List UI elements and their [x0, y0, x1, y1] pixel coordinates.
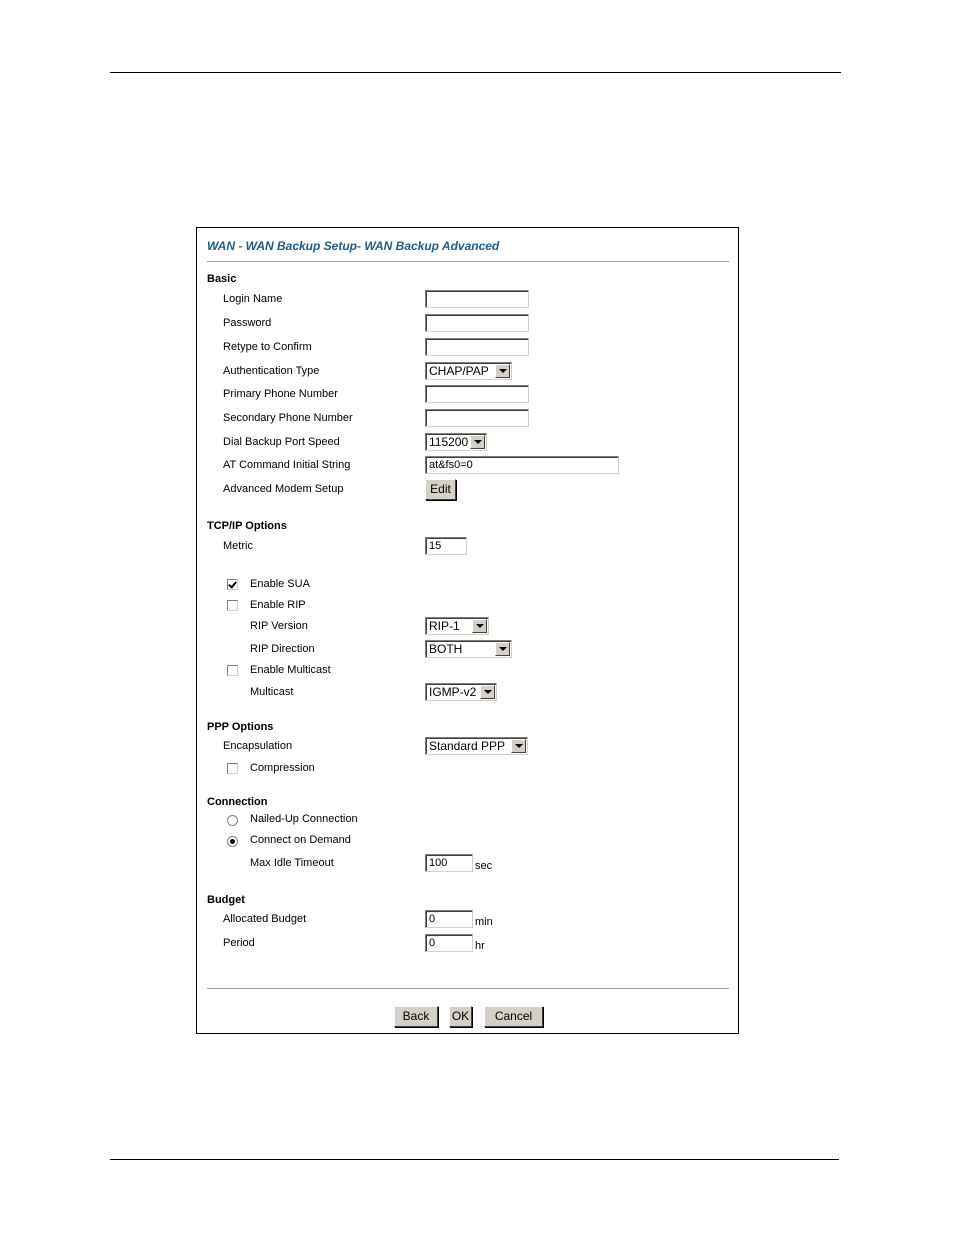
primary-phone-label: Primary Phone Number: [223, 388, 338, 400]
chevron-down-icon: [495, 642, 510, 656]
chevron-down-icon: [472, 619, 487, 633]
nailed-up-radio[interactable]: [227, 815, 238, 826]
port-speed-select[interactable]: [425, 433, 487, 451]
metric-label: Metric: [223, 540, 253, 552]
allocated-budget-input[interactable]: 0: [425, 910, 473, 928]
enable-sua-label: Enable SUA: [250, 578, 310, 590]
chevron-down-icon: [495, 364, 510, 378]
nailed-up-label: Nailed-Up Connection: [250, 813, 358, 825]
enable-rip-checkbox[interactable]: [227, 600, 238, 611]
cancel-button[interactable]: Cancel: [484, 1006, 543, 1027]
rip-version-value: RIP-1: [429, 619, 460, 633]
footer-divider: [207, 988, 729, 989]
auth-type-select[interactable]: [425, 362, 512, 380]
max-idle-label: Max Idle Timeout: [250, 857, 334, 869]
secondary-phone-label: Secondary Phone Number: [223, 412, 353, 424]
enable-rip-label: Enable RIP: [250, 599, 306, 611]
chevron-down-icon: [470, 435, 485, 449]
page-bottom-rule: [110, 1159, 839, 1160]
section-ppp-heading: PPP Options: [207, 721, 274, 733]
edit-modem-button[interactable]: Edit: [425, 479, 456, 500]
retype-password-input[interactable]: [425, 338, 529, 356]
encapsulation-select[interactable]: [425, 737, 528, 755]
period-unit: hr: [475, 940, 485, 952]
max-idle-unit: sec: [475, 860, 493, 872]
enable-multicast-label: Enable Multicast: [250, 664, 331, 676]
chevron-down-icon: [511, 739, 526, 753]
secondary-phone-input[interactable]: [425, 409, 529, 427]
at-command-input[interactable]: at&fs0=0: [425, 456, 619, 474]
rip-direction-label: RIP Direction: [250, 643, 315, 655]
max-idle-input[interactable]: 100: [425, 854, 473, 872]
multicast-select[interactable]: [425, 683, 497, 701]
connect-on-demand-label: Connect on Demand: [250, 834, 351, 846]
encapsulation-value: Standard PPP: [429, 739, 506, 753]
auth-type-value: CHAP/PAP: [429, 364, 489, 378]
encapsulation-label: Encapsulation: [223, 740, 293, 752]
port-speed-label: Dial Backup Port Speed: [223, 436, 340, 448]
rip-direction-value: BOTH: [429, 642, 463, 656]
allocated-budget-label: Allocated Budget: [223, 913, 307, 925]
compression-label: Compression: [250, 762, 315, 774]
enable-sua-checkbox[interactable]: [227, 579, 238, 590]
rip-direction-select[interactable]: [425, 640, 512, 658]
primary-phone-input[interactable]: [425, 385, 529, 403]
retype-label: Retype to Confirm: [223, 341, 312, 353]
metric-input[interactable]: 15: [425, 537, 467, 555]
section-budget-heading: Budget: [207, 894, 245, 906]
login-name-label: Login Name: [223, 293, 283, 305]
section-tcpip-heading: TCP/IP Options: [207, 520, 287, 532]
password-input[interactable]: [425, 314, 529, 332]
period-label: Period: [223, 937, 255, 949]
wan-backup-advanced-panel: [196, 227, 739, 1034]
auth-type-label: Authentication Type: [223, 365, 320, 377]
modem-setup-label: Advanced Modem Setup: [223, 483, 344, 495]
rip-version-select[interactable]: [425, 617, 489, 635]
allocated-budget-unit: min: [475, 916, 493, 928]
ok-button[interactable]: OK: [449, 1006, 472, 1027]
connect-on-demand-radio[interactable]: [227, 836, 238, 847]
page-title: WAN - WAN Backup Setup- WAN Backup Advanced: [207, 239, 500, 253]
multicast-label: Multicast: [250, 686, 294, 698]
port-speed-value: 115200: [429, 435, 469, 449]
at-command-label: AT Command Initial String: [223, 459, 351, 471]
back-button[interactable]: Back: [394, 1006, 438, 1027]
compression-checkbox[interactable]: [227, 763, 238, 774]
login-name-input[interactable]: [425, 290, 529, 308]
section-basic-heading: Basic: [207, 273, 237, 285]
password-label: Password: [223, 317, 272, 329]
section-connection-heading: Connection: [207, 796, 268, 808]
enable-multicast-checkbox[interactable]: [227, 665, 238, 676]
rip-version-label: RIP Version: [250, 620, 308, 632]
page-top-rule: [110, 72, 841, 73]
chevron-down-icon: [480, 685, 495, 699]
multicast-value: IGMP-v2: [429, 685, 477, 699]
title-divider: [207, 261, 729, 262]
period-input[interactable]: 0: [425, 934, 473, 952]
